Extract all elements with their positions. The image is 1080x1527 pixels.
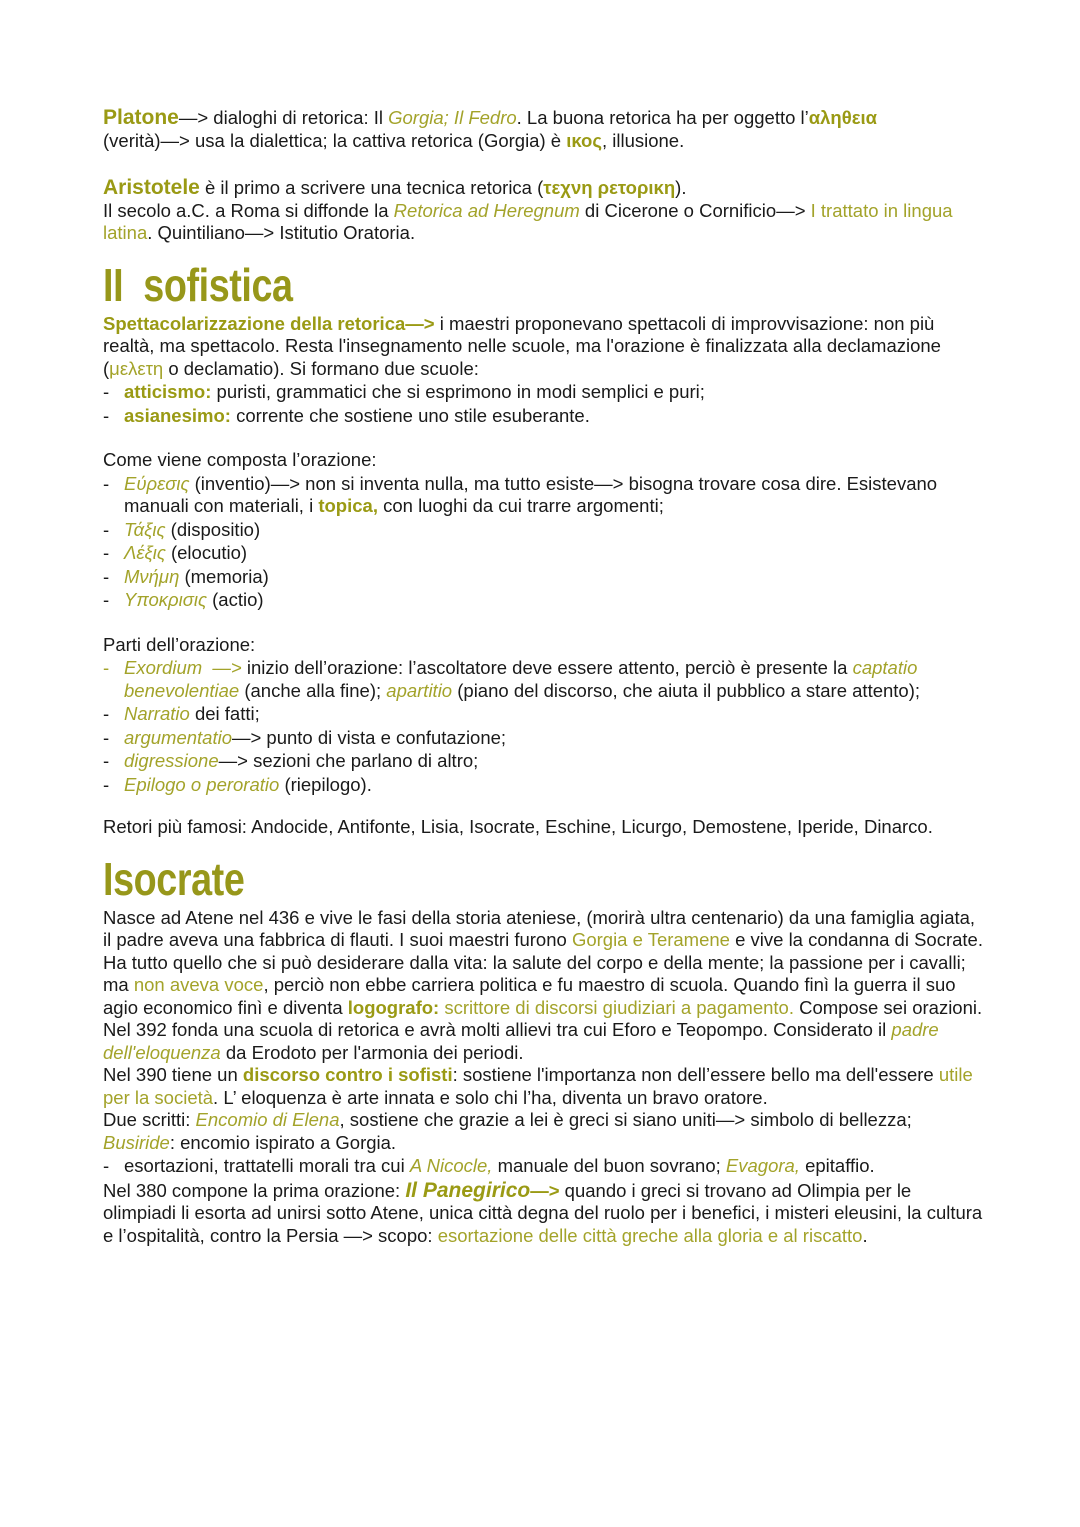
platone-name: Platone — [103, 106, 179, 129]
list-item — [103, 381, 988, 404]
schools-list — [103, 381, 988, 427]
busiride: Busiride — [103, 1131, 170, 1153]
sofistica-text-2: o declamatio). Si formano due scuole: — [163, 357, 479, 379]
scrittore-definition: scrittore di discorsi giudiziari a pagamento. — [444, 996, 794, 1018]
list-item — [103, 727, 988, 750]
works-text-1: Nel 390 tiene un — [103, 1064, 243, 1085]
captatio-term: captatio benevolentiae — [124, 657, 918, 701]
school-name: atticismo: — [124, 381, 212, 402]
works-text-4: Due scritti: — [103, 1109, 196, 1130]
spettacolarizzazione-lead: Spettacolarizzazione della retorica—> — [103, 312, 435, 334]
nicocle: A Nicocle, — [409, 1155, 493, 1176]
apartitio-term: apartitio — [386, 679, 453, 701]
isocrate-bio — [103, 907, 988, 1065]
ikos-term: ικος — [566, 129, 602, 151]
works-text-3: . L’ eloquenza è arte innata e solo chi l’ha, diventa un bravo oratore. — [213, 1086, 768, 1108]
platone-text-4: , illusione. — [601, 129, 685, 151]
canon-latin: (dispositio) — [165, 518, 261, 540]
aristotele-name: Aristotele — [103, 176, 200, 199]
exordium-text-1: inizio dell’orazione: l’ascoltatore deve essere attento, perciò è presente la — [241, 657, 853, 678]
canon-term: Λέξις — [124, 542, 166, 563]
bio-text-2: e vive la condanna di Socrate. Ha tutto quello che si può desiderare dalla vita: la salute del corpo e della mente; la passione per i cavalli; ma — [103, 929, 983, 995]
aristotele-text-1: è il primo a scrivere una tecnica retorica ( — [199, 177, 544, 198]
school-desc: puristi, grammatici che si esprimono in modi semplici e puri; — [211, 381, 705, 402]
list-item — [103, 519, 988, 542]
pan-text-2: quando i greci si trovano ad Olimpia per le olimpiadi li esorta ad unirsi sotto Atene, unica città degna del ruolo per i benefici, i misteri eleusini, la cultura e l’ospitalità, contro la Persia —> scopo: — [103, 1179, 983, 1246]
aristotele-text-2: ). — [675, 177, 687, 198]
no-voice: non aveva voce — [133, 974, 264, 995]
composition-list — [103, 473, 988, 612]
part-term: digressione — [124, 750, 219, 771]
platone-paragraph — [103, 107, 988, 152]
herennium-title: Retorica ad Heregnum — [393, 199, 580, 221]
aletheia-term: αληθεια — [808, 107, 878, 128]
school-desc: corrente che sostiene uno stile esuberante. — [230, 404, 590, 426]
list-item — [103, 657, 988, 702]
bullet-text-3: epitaffio. — [799, 1155, 875, 1176]
panegirico-paragraph — [103, 1180, 988, 1248]
exordium-text-2: (anche alla fine); — [239, 679, 387, 701]
bullet-text-2: manuale del buon sovrano; — [492, 1155, 726, 1176]
isocrate-heading: Isocrate — [103, 852, 245, 905]
panegirico-arrow: —> — [530, 1179, 560, 1201]
techne-term: τεχνη ρετορικη — [543, 177, 676, 198]
aristotele-text-5: . Quintiliano—> Istitutio Oratoria. — [147, 222, 416, 243]
scopo-text: esortazione delle città greche alla gloria e al riscatto — [437, 1224, 863, 1246]
part-term: argumentatio — [124, 726, 232, 748]
list-item — [103, 589, 988, 612]
famous-orators: Retori più famosi: Andocide, Antifonte, Lisia, Isocrate, Eschine, Licurgo, Demostene, Iperide, Dinarco. — [103, 816, 933, 837]
pan-text-3: . — [862, 1224, 868, 1246]
evagora: Evagora, — [725, 1155, 800, 1176]
exordium-text-3: (piano del discorso, che aiuta il pubblico a stare attento); — [452, 679, 921, 701]
panegirico-title: Il Panegirico — [405, 1178, 531, 1202]
sofistica-text-1: i maestri proponevano spettacoli di improvvisazione: non più realtà, ma spettacolo. Resta l'insegnamento nelle scuole, ma l'orazione è finalizzata alla declamazione ( — [103, 312, 941, 379]
parts-list — [103, 657, 988, 796]
platone-text-1: —> dialoghi di retorica: Il — [178, 107, 389, 128]
topica-term: topica, — [318, 495, 378, 516]
parts-intro: Parti dell’orazione: — [103, 633, 256, 655]
composition-intro: Come viene composta l’orazione: — [103, 449, 377, 470]
bio-text-3: , perciò non ebbe carriera politica e fu maestro di scuola. Quando finì la guerra il suo agio economico finì e diventa — [103, 974, 956, 1018]
heuresis-text-1: (inventio)—> non si inventa nulla, ma tutto esiste—> bisogna trovare cosa dire. Esistevano manuali con materiali, i — [124, 472, 938, 516]
heuresis-text-2: con luoghi da cui trarre argomenti; — [377, 495, 664, 516]
works-text-5: , sostiene che grazie a lei è greci si siano uniti—> simbolo di bellezza; — [339, 1109, 912, 1130]
list-item — [103, 774, 988, 797]
part-term: Epilogo o peroratio — [124, 773, 280, 795]
canon-term: Τάξις — [124, 518, 166, 540]
page-content — [103, 107, 988, 1247]
padre-eloquenza: padre dell'eloquenza — [103, 1019, 939, 1063]
bullet-text-1: esortazioni, trattatelli morali tra cui — [124, 1155, 410, 1176]
part-desc: —> punto di vista e confutazione; — [231, 726, 507, 748]
esortazioni-list — [103, 1155, 988, 1178]
teachers: Gorgia e Teramene — [571, 929, 730, 950]
sofistica-heading: II sofistica — [103, 258, 293, 311]
part-desc: —> sezioni che parlano di altro; — [218, 750, 479, 771]
part-desc: dei fatti; — [189, 703, 260, 724]
list-item — [103, 750, 988, 773]
primo-trattato: I trattato in lingua latina — [103, 199, 953, 243]
logografo-term: logografo: — [347, 996, 440, 1018]
aristotele-paragraph — [103, 177, 988, 245]
sofistica-intro — [103, 313, 988, 381]
list-item — [103, 473, 988, 518]
school-name: asianesimo: — [124, 404, 231, 426]
part-term: Narratio — [124, 703, 190, 724]
aristotele-text-3: Il secolo a.C. a Roma si diffonde la — [103, 199, 394, 221]
canon-latin: (elocutio) — [165, 542, 248, 563]
list-item — [103, 566, 988, 589]
list-item — [103, 405, 988, 428]
heuresis-term: Εύρεσις — [124, 472, 190, 494]
list-item — [103, 542, 988, 565]
exordium-term: Exordium —> — [124, 657, 242, 678]
bio-text-5: Compose sei orazioni. Nel 392 fonda una scuola di retorica e avrà molti allievi tra cui Eforo e Teopompo. Considerato il — [103, 996, 983, 1040]
encomio-elena: Encomio di Elena — [195, 1109, 340, 1130]
isocrate-works — [103, 1064, 988, 1154]
canon-term: Μνήμη — [124, 565, 180, 587]
platone-text-3: (verità)—> usa la dialettica; la cattiva retorica (Gorgia) è — [103, 129, 567, 151]
pan-text-1: Nel 380 compone la prima orazione: — [103, 1179, 406, 1201]
canon-latin: (memoria) — [179, 565, 269, 587]
bio-text-6: da Erodoto per l'armonia dei periodi. — [220, 1041, 524, 1063]
platone-text-2: . La buona retorica ha per oggetto l’ — [516, 107, 809, 128]
contro-sofisti: discorso contro i sofisti — [242, 1064, 453, 1085]
works-text-2: : sostiene l'importanza non dell’essere bello ma dell'essere — [452, 1064, 939, 1085]
canon-term: Υποκρισις — [124, 589, 207, 610]
works-text-6: : encomio ispirato a Gorgia. — [169, 1131, 397, 1153]
aristotele-text-4: di Cicerone o Cornificio—> — [579, 199, 811, 221]
melete-term: μελετη — [109, 357, 164, 379]
list-item — [103, 703, 988, 726]
platone-works: Gorgia; Il Fedro — [388, 107, 517, 128]
list-item — [103, 1155, 988, 1178]
bio-text-1: Nasce ad Atene nel 436 e vive le fasi della storia ateniese, (morirà ultra centenario) da una famiglia agiata, il padre aveva una fabbrica di flauti. I suoi maestri furono — [103, 906, 976, 950]
utile-societa: utile per la società — [103, 1064, 973, 1108]
canon-latin: (actio) — [206, 589, 264, 610]
part-desc: (riepilogo). — [279, 773, 372, 795]
